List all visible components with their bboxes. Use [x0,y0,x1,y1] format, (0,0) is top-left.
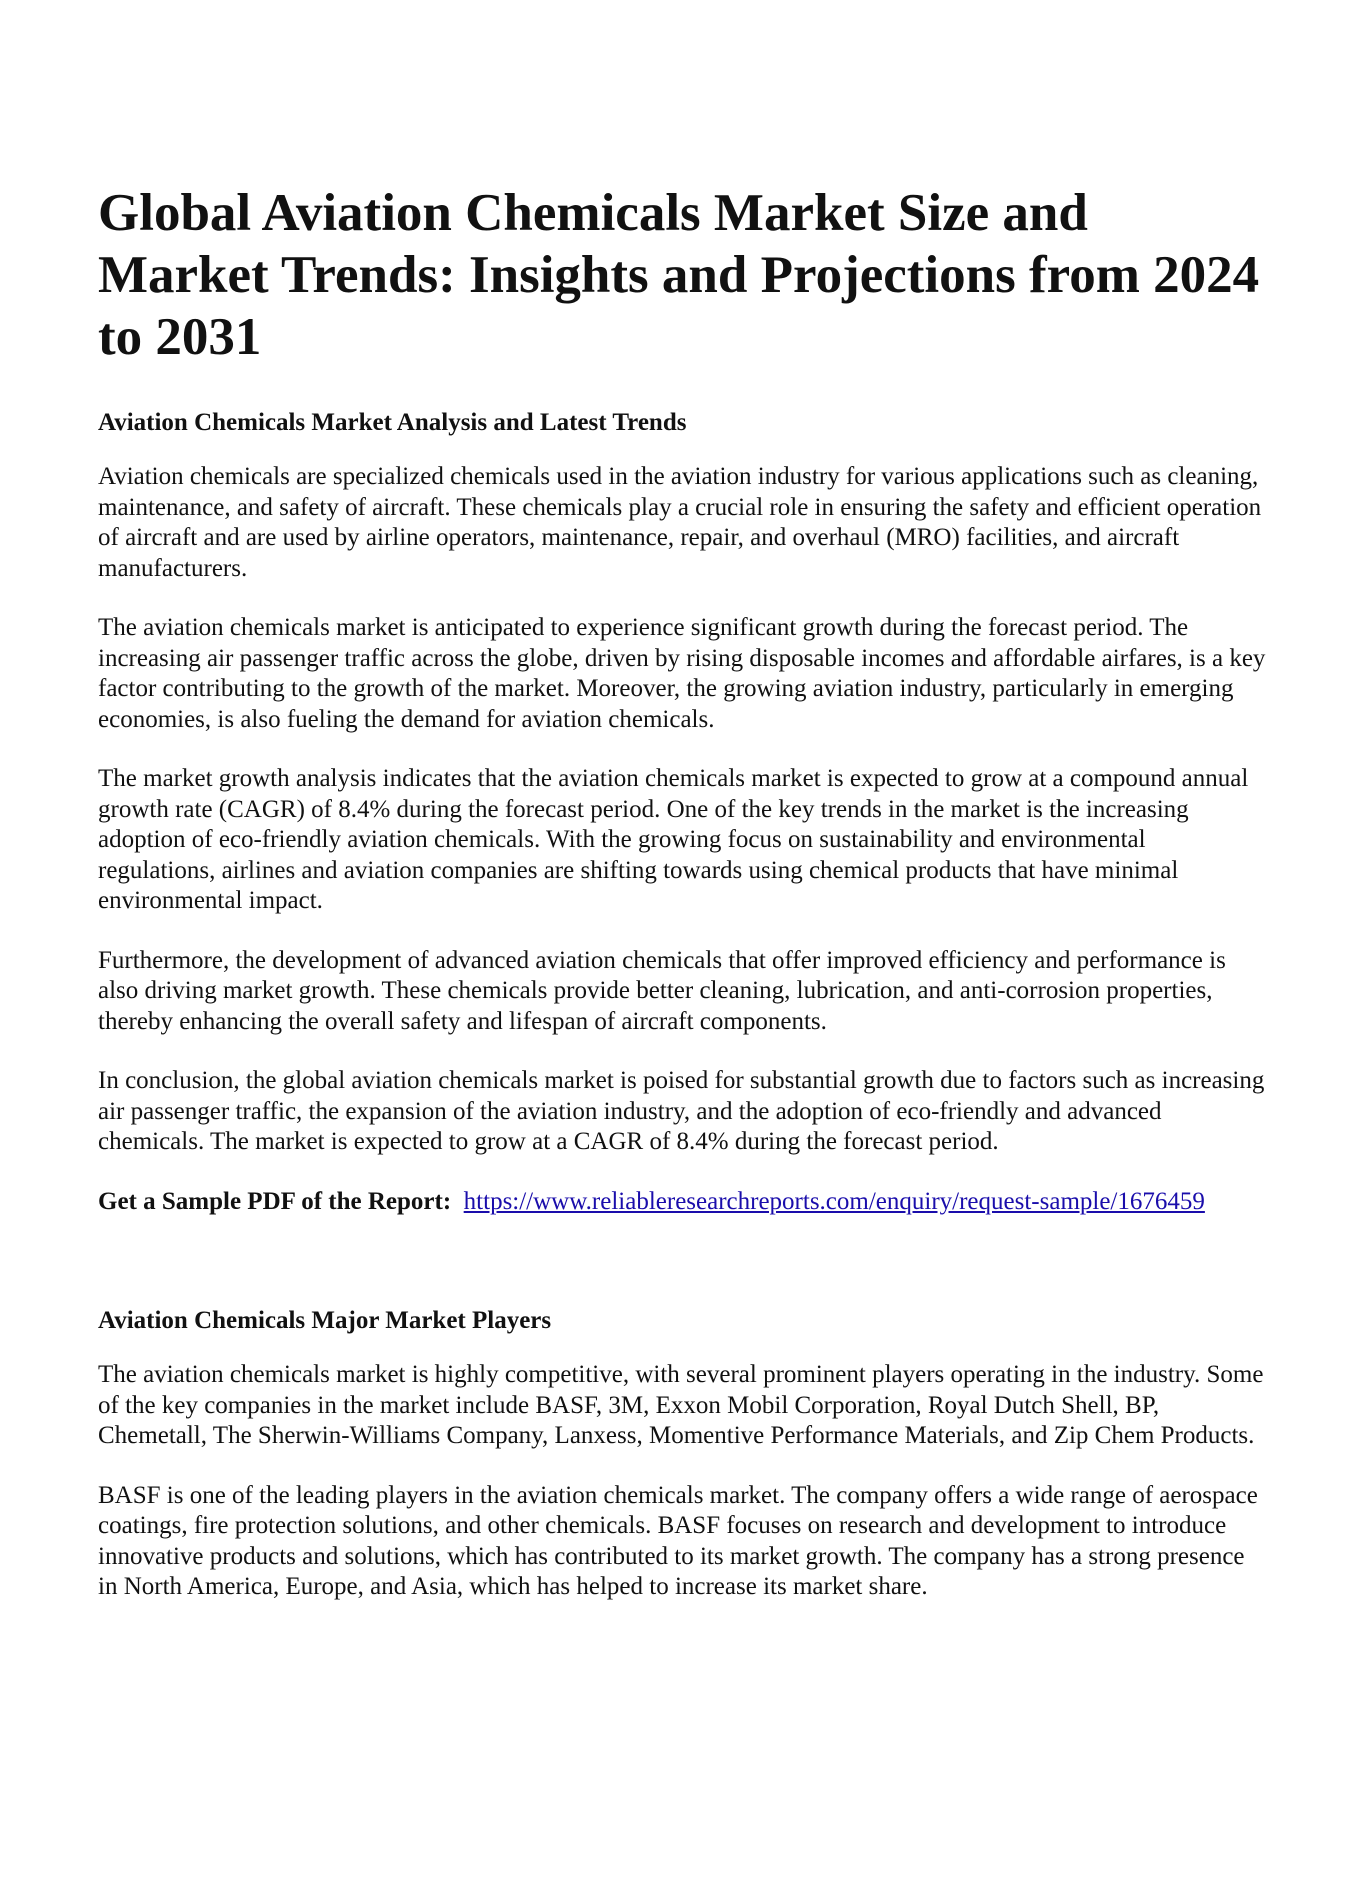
section-heading-players: Aviation Chemicals Major Market Players [98,1307,552,1334]
document-title: Global Aviation Chemicals Market Size and Market Trends: Insights and Projections from 2024 to 2031 [98,184,1260,366]
paragraph: The aviation chemicals market is highly competitive, with several prominent players operating in the industry. Some of the key companies in the market include BASF, 3M, Exxon Mobil Corporation, Royal Dutch Shell, BP, Chemetall, The Sherwin-Williams Company, Lanxess, Momentive Performance Materials, and Zip Chem Products. [98,1361,1264,1449]
paragraph: Aviation chemicals are specialized chemicals used in the aviation industry for various applications such as cleaning, maintenance, and safety of aircraft. These chemicals play a crucial role in ensuring the safety and efficient operation of aircraft and are used by airline operators, maintenance, repair, and overhaul (MRO) facilities, and aircraft manufacturers. [98,463,1262,582]
paragraph: Furthermore, the development of advanced aviation chemicals that offer improved efficiency and performance is also driving market growth. These chemicals provide better cleaning, lubrication, and anti-corrosion properties, thereby enhancing the overall safety and lifespan of aircraft components. [98,946,1226,1035]
paragraph: The market growth analysis indicates that the aviation chemicals market is expected to grow at a compound annual growth rate (CAGR) of 8.4% during the forecast period. One of the key trends in the market is the increasing adoption of eco-friendly aviation chemicals. With the growing focus on sustainability and environmental regulations, airlines and aviation companies are shifting towards using chemical products that have minimal environmental impact. [98,765,1249,914]
document-page [98,182,1268,1632]
paragraph: In conclusion, the global aviation chemicals market is poised for substantial growth due to factors such as increasing air passenger traffic, the expansion of the aviation industry, and the adoption of eco-friendly and advanced chemicals. The market is expected to grow at a CAGR of 8.4% during the forecast period. [98,1067,1265,1155]
sample-pdf-label: Get a Sample PDF of the Report: [98,1187,452,1215]
sample-pdf-link[interactable]: https://www.reliableresearchreports.com/enquiry/request-sample/1676459 [463,1187,1205,1215]
sample-pdf-line [98,1187,1268,1218]
paragraph: BASF is one of the leading players in the aviation chemicals market. The company offers a wide range of aerospace coatings, fire protection solutions, and other chemicals. BASF focuses on research and development to introduce innovative products and solutions, which has contributed to its market growth. The company has a strong presence in North America, Europe, and Asia, which has helped to increase its market share. [98,1481,1258,1600]
section-heading-analysis: Aviation Chemicals Market Analysis and Latest Trends [98,409,687,436]
paragraph: The aviation chemicals market is anticipated to experience significant growth during the forecast period. The increasing air passenger traffic across the globe, driven by rising disposable incomes and affordable airfares, is a key factor contributing to the growth of the market. Moreover, the growing aviation industry, particularly in emerging economies, is also fueling the demand for aviation chemicals. [98,614,1266,733]
section-spacer [98,1217,1268,1306]
